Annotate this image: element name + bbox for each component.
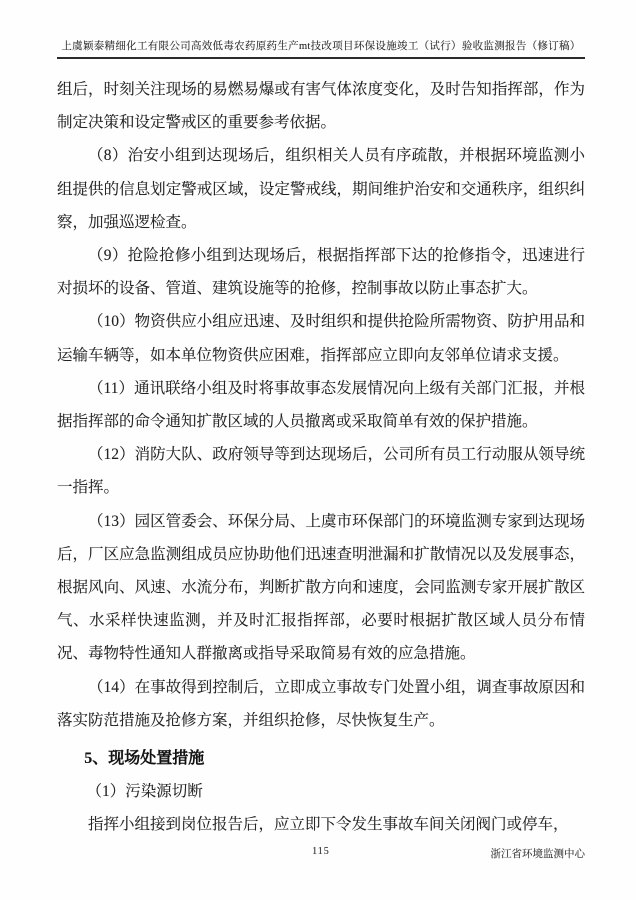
document-header-title: 上虞颖泰精细化工有限公司高效低毒农药原药生产mt技改项目环保设施竣工（试行）验收监测报告（修订稿） bbox=[57, 38, 585, 59]
paragraph-item-8: （8）治安小组到达现场后，组织相关人员有序疏散，并根据环境监测小组提供的信息划定警戒区域，设定警戒线，期间维护治安和交通秩序，组织纠察，加强巡逻检查。 bbox=[57, 147, 585, 231]
document-body bbox=[57, 73, 585, 842]
paragraph-item-12: （12）消防大队、政府领导等到达现场后，公司所有员工行动服从领导统一指挥。 bbox=[57, 446, 585, 497]
section-heading: 5、现场处置措施 bbox=[84, 750, 205, 768]
paragraph-continuation: 组后，时刻关注现场的易燃易爆或有害气体浓度变化，及时告知指挥部，作为制定决策和设定警戒区的重要参考依据。 bbox=[57, 81, 585, 132]
paragraph-item-14: （14）在事故得到控制后，立即成立事故专门处置小组，调查事故原因和落实防范措施及抢修方案，并组织抢修，尽快恢复生产。 bbox=[57, 678, 585, 729]
sub-item-heading: （1）污染源切断 bbox=[86, 783, 203, 801]
paragraph-item-11: （11）通讯联络小组及时将事故事态发展情况向上级有关部门汇报，并根据指挥部的命令通知扩散区域的人员撤离或采取简单有效的保护措施。 bbox=[57, 379, 585, 431]
document-footer bbox=[57, 846, 585, 862]
footer-organization: 浙江省环境监测中心 bbox=[490, 849, 585, 860]
paragraph-item-9: （9）抢险抢修小组到达现场后，根据指挥部下达的抢修指令，迅速进行对损坏的设备、管道、建筑设施等的抢修，控制事故以防止事态扩大。 bbox=[57, 247, 585, 298]
paragraph-item-10: （10）物资供应小组应迅速、及时组织和提供抢险所需物资、防护用品和运输车辆等，如本单位物资供应困难，指挥部应立即向友邻单位请求支援。 bbox=[57, 313, 585, 364]
page-number: 115 bbox=[312, 846, 330, 857]
paragraph-closing: 指挥小组接到岗位报告后，应立即下令发生事故车间关闭阀门或停车， bbox=[88, 816, 569, 834]
paragraph-item-13: （13）园区管委会、环保分局、上虞市环保部门的环境监测专家到达现场后，厂区应急监测组成员应协助他们迅速查明泄漏和扩散情况以及发展事态，根据风向、风速、水流分布，判断扩散方向和速度，会同监测专家开展扩散区气、水采样快速监测，并及时汇报指挥部，必要时根据扩散区域人员分布情况、毒物特性通知人群撤离或指导采取简易有效的应急措施。 bbox=[57, 512, 585, 663]
